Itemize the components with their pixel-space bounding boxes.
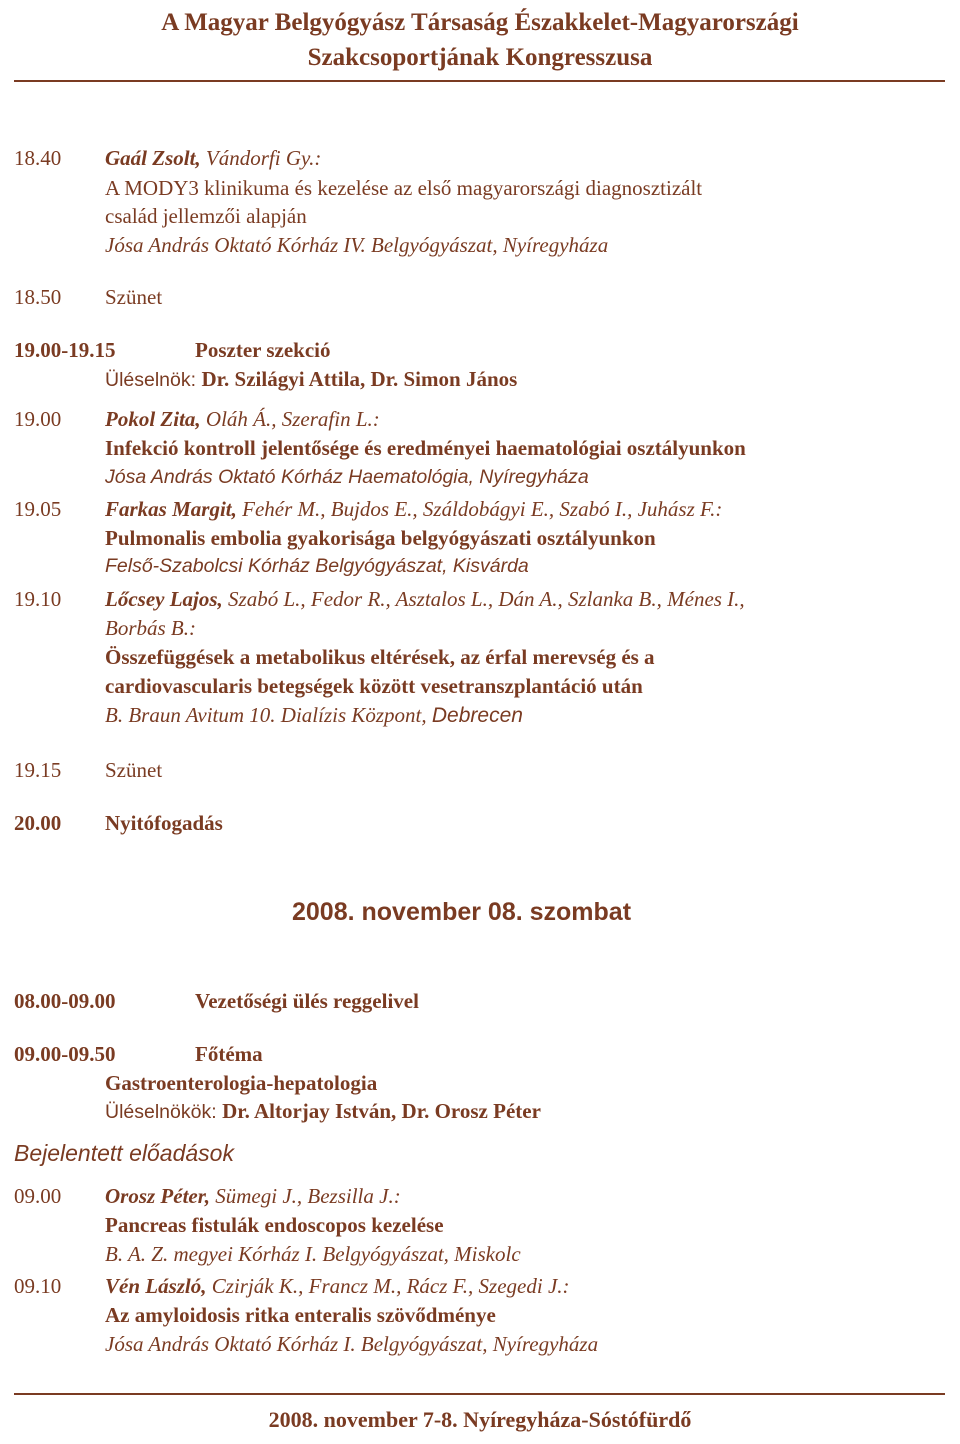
meeting-time: 08.00-09.00	[14, 989, 116, 1013]
talk3-title-line1: Összefüggések a metabolikus eltérések, az érfal merevség és a	[105, 645, 655, 669]
talk4-authors	[105, 1186, 401, 1207]
talk4-author-main: Orosz Péter,	[105, 1184, 210, 1208]
break1-label: Szünet	[105, 285, 163, 309]
talk3-institution	[105, 705, 523, 726]
talk4-author-rest: Sümegi J., Bezsilla J.:	[210, 1184, 401, 1208]
talk2-author-rest: Fehér M., Bujdos E., Száldobágyi E., Szabó I., Juhász F.:	[236, 497, 723, 521]
meeting-label: Vezetőségi ülés reggelivel	[195, 989, 419, 1013]
header-title-line2: Szakcsoportjának Kongresszusa	[307, 44, 653, 71]
talk2-author-main: Farkas Margit,	[105, 497, 237, 521]
poster-label: Poszter szekció	[195, 338, 331, 362]
talk3-author-main: Lőcsey Lajos,	[105, 587, 223, 611]
talk2-authors	[105, 499, 722, 520]
poster-chairs	[105, 369, 517, 391]
talk2-institution: Felső-Szabolcsi Kórház Belgyógyászat, Kisvárda	[105, 555, 529, 577]
main-topic-chairs-names: Dr. Altorjay István, Dr. Orosz Péter	[222, 1099, 541, 1123]
talk4-title: Pancreas fistulák endoscopos kezelése	[105, 1213, 444, 1237]
poster-chairs-prefix: Üléselnök:	[105, 369, 202, 391]
talk1-time: 19.00	[14, 407, 62, 431]
announced-heading: Bejelentett előadások	[14, 1140, 234, 1166]
reception-label: Nyitófogadás	[105, 811, 223, 835]
footer-text: 2008. november 7-8. Nyíregyháza-Sóstófürdő	[268, 1407, 692, 1432]
talk1-authors	[105, 409, 380, 430]
talk1-title: Infekció kontroll jelentősége és eredményei haematológiai osztályunkon	[105, 436, 746, 460]
block1-time: 18.40	[14, 146, 62, 170]
block1-title-line1: A MODY3 klinikuma és kezelése az első magyarországi diagnosztizált	[105, 176, 703, 200]
talk3-authors	[105, 589, 745, 610]
talk3-author-rest: Szabó L., Fedor R., Asztalos L., Dán A., Szlanka B., Ménes I.,	[222, 587, 745, 611]
talk3-time: 19.10	[14, 587, 62, 611]
talk5-institution: Jósa András Oktató Kórház I. Belgyógyászat, Nyíregyháza	[105, 1332, 599, 1356]
talk5-authors	[105, 1276, 570, 1297]
main-topic-subtitle: Gastroenterologia-hepatologia	[105, 1071, 378, 1095]
talk5-title: Az amyloidosis ritka enteralis szövődménye	[105, 1303, 496, 1327]
reception-time: 20.00	[14, 811, 62, 835]
break2-time: 19.15	[14, 758, 62, 782]
talk1-institution: Jósa András Oktató Kórház Haematológia, Nyíregyháza	[105, 466, 589, 488]
talk4-time: 09.00	[14, 1184, 62, 1208]
talk2-title: Pulmonalis embolia gyakorisága belgyógyászati osztályunkon	[105, 526, 656, 550]
talk1-author-main: Pokol Zita,	[105, 407, 201, 431]
break2-label: Szünet	[105, 758, 163, 782]
poster-time: 19.00-19.15	[14, 338, 116, 362]
block1-authors	[105, 148, 321, 169]
main-topic-chairs-prefix: Üléselnökök:	[105, 1101, 223, 1123]
talk1-author-rest: Oláh Á., Szerafin L.:	[200, 407, 380, 431]
talk3-authors-line2: Borbás B.:	[105, 616, 196, 640]
talk5-time: 09.10	[14, 1274, 62, 1298]
talk5-author-rest: Czirják K., Francz M., Rácz F., Szegedi J.:	[206, 1274, 570, 1298]
block1-title-line2: család jellemzői alapján	[105, 204, 307, 228]
poster-chairs-names: Dr. Szilágyi Attila, Dr. Simon János	[201, 367, 518, 391]
footer-rule	[14, 1393, 945, 1395]
header-title-line1: A Magyar Belgyógyász Társaság Északkelet-Magyarországi	[161, 9, 799, 36]
header-rule	[14, 80, 945, 82]
day2-title: 2008. november 08. szombat	[292, 898, 632, 926]
talk5-author-main: Vén László,	[105, 1274, 207, 1298]
talk2-time: 19.05	[14, 497, 62, 521]
main-topic-chairs	[105, 1101, 541, 1123]
block1-author-main: Gaál Zsolt,	[105, 146, 201, 170]
talk3-title-line2: cardiovascularis betegségek között vesetranszplantáció után	[105, 674, 643, 698]
block1-author-rest: Vándorfi Gy.:	[200, 146, 322, 170]
main-topic-time: 09.00-09.50	[14, 1042, 116, 1066]
block1-institution: Jósa András Oktató Kórház IV. Belgyógyászat, Nyíregyháza	[105, 233, 609, 257]
main-topic-label: Főtéma	[195, 1042, 263, 1066]
break1-time: 18.50	[14, 285, 62, 309]
talk3-institution-b: Debrecen	[431, 704, 523, 727]
talk4-institution: B. A. Z. megyei Kórház I. Belgyógyászat, Miskolc	[105, 1242, 521, 1266]
talk3-institution-a: B. Braun Avitum 10. Dialízis Központ,	[105, 703, 432, 727]
